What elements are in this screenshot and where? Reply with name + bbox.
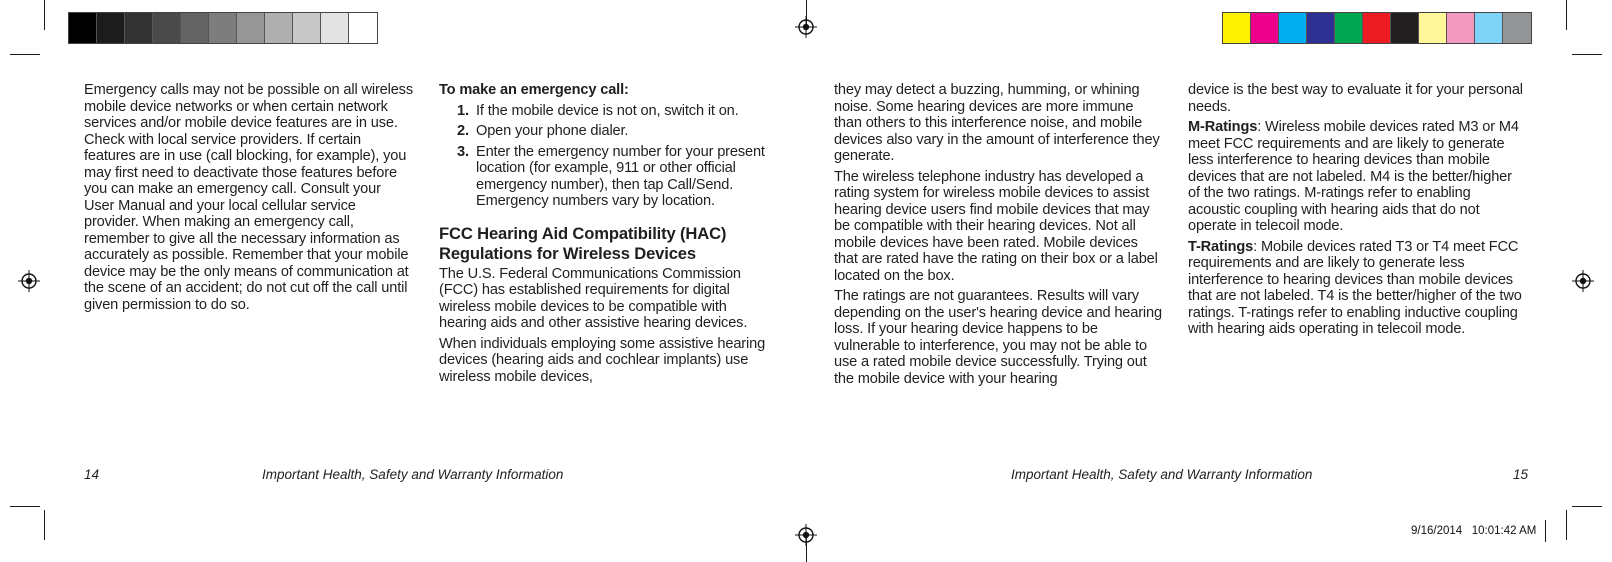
- crop-mark: [44, 510, 45, 540]
- color-swatch: [1335, 13, 1363, 43]
- color-swatch: [237, 13, 265, 43]
- color-swatch: [349, 13, 377, 43]
- color-swatch: [153, 13, 181, 43]
- left-page-column-2: [439, 82, 774, 389]
- color-swatch: [1391, 13, 1419, 43]
- color-swatch: [1503, 13, 1531, 43]
- crop-mark: [44, 0, 45, 30]
- crop-mark: [10, 506, 40, 507]
- ratings-guarantee-paragraph: The ratings are not guarantees. Results will vary depending on the user's hearing device and hearing loss. If your hearing device happens to be vulnerable to interference, you may not be able to use a rated mobile device successfully. Trying out the mobile device with your hearing: [834, 288, 1162, 387]
- color-swatch: [1475, 13, 1503, 43]
- crop-mark: [10, 54, 40, 55]
- registration-mark-icon: [18, 270, 40, 292]
- list-item: 1. If the mobile device is not on, switch it on.: [457, 102, 739, 119]
- emergency-call-heading: To make an emergency call:: [439, 82, 629, 98]
- hac-section-title: FCC Hearing Aid Compatibility (HAC) Regulations for Wireless Devices: [439, 223, 727, 263]
- color-swatch: [1251, 13, 1279, 43]
- t-ratings-paragraph: T-Ratings: Mobile devices rated T3 or T4 meet FCC requirements and are likely to generate less interference to hearing devices than mobile devices that are not labeled. T4 is the better/higher of the two ratings. T-ratings refer to enabling inductive coupling with hearing aids operating in telecoil mode.: [1188, 238, 1522, 337]
- interference-paragraph: they may detect a buzzing, humming, or whining noise. Some hearing devices are more immune than others to this interference noise, and mobile devices also vary in the amount of interference they generate.: [834, 82, 1160, 164]
- hac-paragraph: When individuals employing some assistive hearing devices (hearing aids and cochlear implants) use wireless mobile devices,: [439, 335, 766, 385]
- emergency-calls-paragraph: Emergency calls may not be possible on all wireless mobile device networks or when certain network services and/or mobile device features are in use. Check with local service providers. If certain features are in use (call blocking, for example), you may first need to deactivate those features before you can make an emergency call. Consult your User Manual and your local cellular service provider. When making an emergency call, remember to give all the necessary information as accurately as possible. Remember that your mobile device may be the only means of communication at the scene of an accident; do not cut off the call until given permission to do so.: [84, 82, 413, 313]
- registration-mark-icon: [795, 16, 817, 38]
- color-swatch: [1447, 13, 1475, 43]
- crop-mark: [1545, 520, 1546, 542]
- process-color-bar: [1222, 12, 1532, 44]
- registration-mark-icon: [795, 524, 817, 546]
- right-running-footer: Important Health, Safety and Warranty Information: [1011, 467, 1313, 482]
- color-swatch: [321, 13, 349, 43]
- color-swatch: [209, 13, 237, 43]
- left-page-column-1: [84, 82, 414, 317]
- m-ratings-paragraph: M-Ratings: Wireless mobile devices rated M3 or M4 meet FCC requirements and are likely to generate less interference to hearing devices than mobile devices that are not labeled. M4 is the better/higher of the two ratings. M-ratings refer to enabling acoustic coupling with hearing aids that do not operate in telecoil mode.: [1188, 119, 1519, 234]
- color-swatch: [1223, 13, 1251, 43]
- crop-mark: [1572, 506, 1602, 507]
- crop-mark: [1566, 0, 1567, 30]
- grayscale-color-bar: [68, 12, 378, 44]
- right-page-column-1: [834, 82, 1164, 391]
- color-swatch: [293, 13, 321, 43]
- m-ratings-label: M-Ratings: [1188, 119, 1258, 135]
- crop-mark: [1572, 54, 1602, 55]
- color-swatch: [1279, 13, 1307, 43]
- print-timestamp: 9/16/2014 10:01:42 AM: [1411, 525, 1537, 537]
- right-page-column-2: [1188, 82, 1523, 342]
- left-running-footer: Important Health, Safety and Warranty Information: [262, 467, 564, 482]
- color-swatch: [1307, 13, 1335, 43]
- color-swatch: [125, 13, 153, 43]
- color-swatch: [1419, 13, 1447, 43]
- evaluation-paragraph: device is the best way to evaluate it for your personal needs.: [1188, 82, 1523, 115]
- color-swatch: [97, 13, 125, 43]
- color-swatch: [1363, 13, 1391, 43]
- hac-paragraph: The U.S. Federal Communications Commission (FCC) has established requirements for digital wireless mobile devices to be compatible with hearing aids and other assistive hearing devices.: [439, 265, 748, 331]
- rating-system-paragraph: The wireless telephone industry has developed a rating system for wireless mobile devices to assist hearing device users find mobile devices that may be compatible with their hearing devices. Not all mobile devices have been rated. Mobile devices that are rated have the rating on their box or a label located on the box.: [834, 168, 1158, 284]
- crop-mark: [1566, 510, 1567, 540]
- color-swatch: [69, 13, 97, 43]
- color-swatch: [265, 13, 293, 43]
- left-page-number: 14: [84, 467, 100, 482]
- registration-mark-icon: [1572, 270, 1594, 292]
- right-page-number: 15: [1513, 467, 1529, 482]
- list-item: 3. Enter the emergency number for your present location (for example, 911 or other official emergency number), then tap Call/Send. Emergency numbers vary by location.: [457, 143, 765, 209]
- list-item: 2. Open your phone dialer.: [457, 123, 629, 139]
- t-ratings-label: T-Ratings: [1188, 238, 1254, 255]
- color-swatch: [181, 13, 209, 43]
- emergency-steps-list: [439, 103, 774, 210]
